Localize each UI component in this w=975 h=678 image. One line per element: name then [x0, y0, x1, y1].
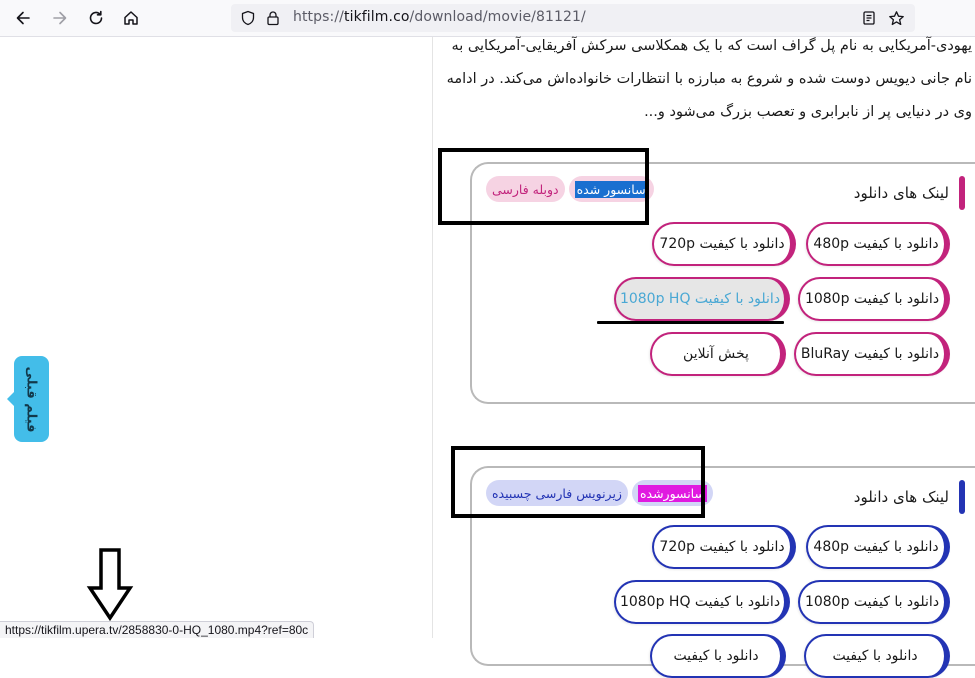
lock-icon[interactable]	[261, 6, 285, 30]
annotation-rectangle	[451, 446, 705, 518]
status-bar-link: https://tikfilm.upera.tv/2858830-0-HQ_1080.mp4?ref=80c	[0, 621, 314, 638]
download-1080p-button[interactable]: دانلود با کیفیت 1080p	[798, 580, 950, 624]
column-divider	[432, 37, 433, 638]
download-bluray-button[interactable]: دانلود با کیفیت	[804, 634, 950, 678]
description-line: وی در دنیایی پر از نابرابری و تعصب بزرگ می‌شود و...	[644, 104, 972, 120]
previous-film-label: فیلم قبلی	[24, 365, 39, 433]
previous-film-tab[interactable]	[14, 356, 49, 442]
url-path: /download/movie/81121/	[409, 9, 586, 25]
download-box-title: لینک های دانلود	[853, 488, 949, 506]
subtitle-tag-label: زیرنویس فارسی چسبیده	[492, 485, 622, 501]
url-scheme: https://	[293, 9, 344, 25]
censored-tag-label: سانسورشده	[639, 485, 705, 501]
address-bar[interactable]	[231, 4, 915, 32]
down-arrow-annotation	[88, 548, 132, 624]
description-line: نام جانی دیویس دوست شده و شروع به مبارزه با انتظارات خانواده‌اش می‌کند. در ادامه	[446, 71, 972, 87]
reader-view-icon[interactable]	[857, 6, 881, 30]
dubbed-tag-label: دوبله فارسی	[492, 181, 559, 197]
stream-online-button[interactable]: پخش آنلاین	[650, 332, 786, 376]
download-1080p-hq-button[interactable]: دانلود با کیفیت 1080p HQ	[614, 277, 790, 321]
forward-arrow-icon[interactable]	[48, 6, 72, 30]
back-arrow-icon[interactable]	[11, 6, 35, 30]
download-720p-button[interactable]: دانلود با کیفیت 720p	[652, 222, 796, 266]
movie-description	[440, 30, 972, 129]
header-accent-bar	[959, 176, 965, 210]
censored-tag-label: سانسور شده	[576, 181, 646, 197]
description-line: یهودی-آمریکایی به نام پل گراف است که با یک همکلاسی سرکش آفریقایی-آمریکایی به	[451, 38, 972, 54]
header-accent-bar	[959, 480, 965, 514]
annotation-rectangle	[438, 148, 649, 225]
download-box-title: لینک های دانلود	[853, 184, 949, 202]
download-box-header	[745, 480, 975, 514]
download-1080p-button[interactable]: دانلود با کیفیت 1080p	[798, 277, 950, 321]
url-host: tikfilm.co	[343, 9, 410, 25]
bookmark-star-icon[interactable]	[884, 6, 908, 30]
download-button[interactable]: دانلود با کیفیت	[650, 634, 786, 678]
download-480p-button[interactable]: دانلود با کیفیت 480p	[806, 222, 950, 266]
reload-icon[interactable]	[84, 6, 108, 30]
download-480p-button[interactable]: دانلود با کیفیت 480p	[806, 525, 950, 569]
annotation-underline	[597, 321, 784, 324]
download-bluray-button[interactable]: دانلود با کیفیت BluRay	[794, 332, 950, 376]
download-box-header	[745, 176, 975, 210]
home-icon[interactable]	[119, 6, 143, 30]
download-720p-button[interactable]: دانلود با کیفیت 720p	[652, 525, 796, 569]
download-1080p-hq-button[interactable]: دانلود با کیفیت 1080p HQ	[614, 580, 790, 624]
shield-icon[interactable]	[236, 6, 260, 30]
url-text[interactable]	[293, 9, 586, 25]
